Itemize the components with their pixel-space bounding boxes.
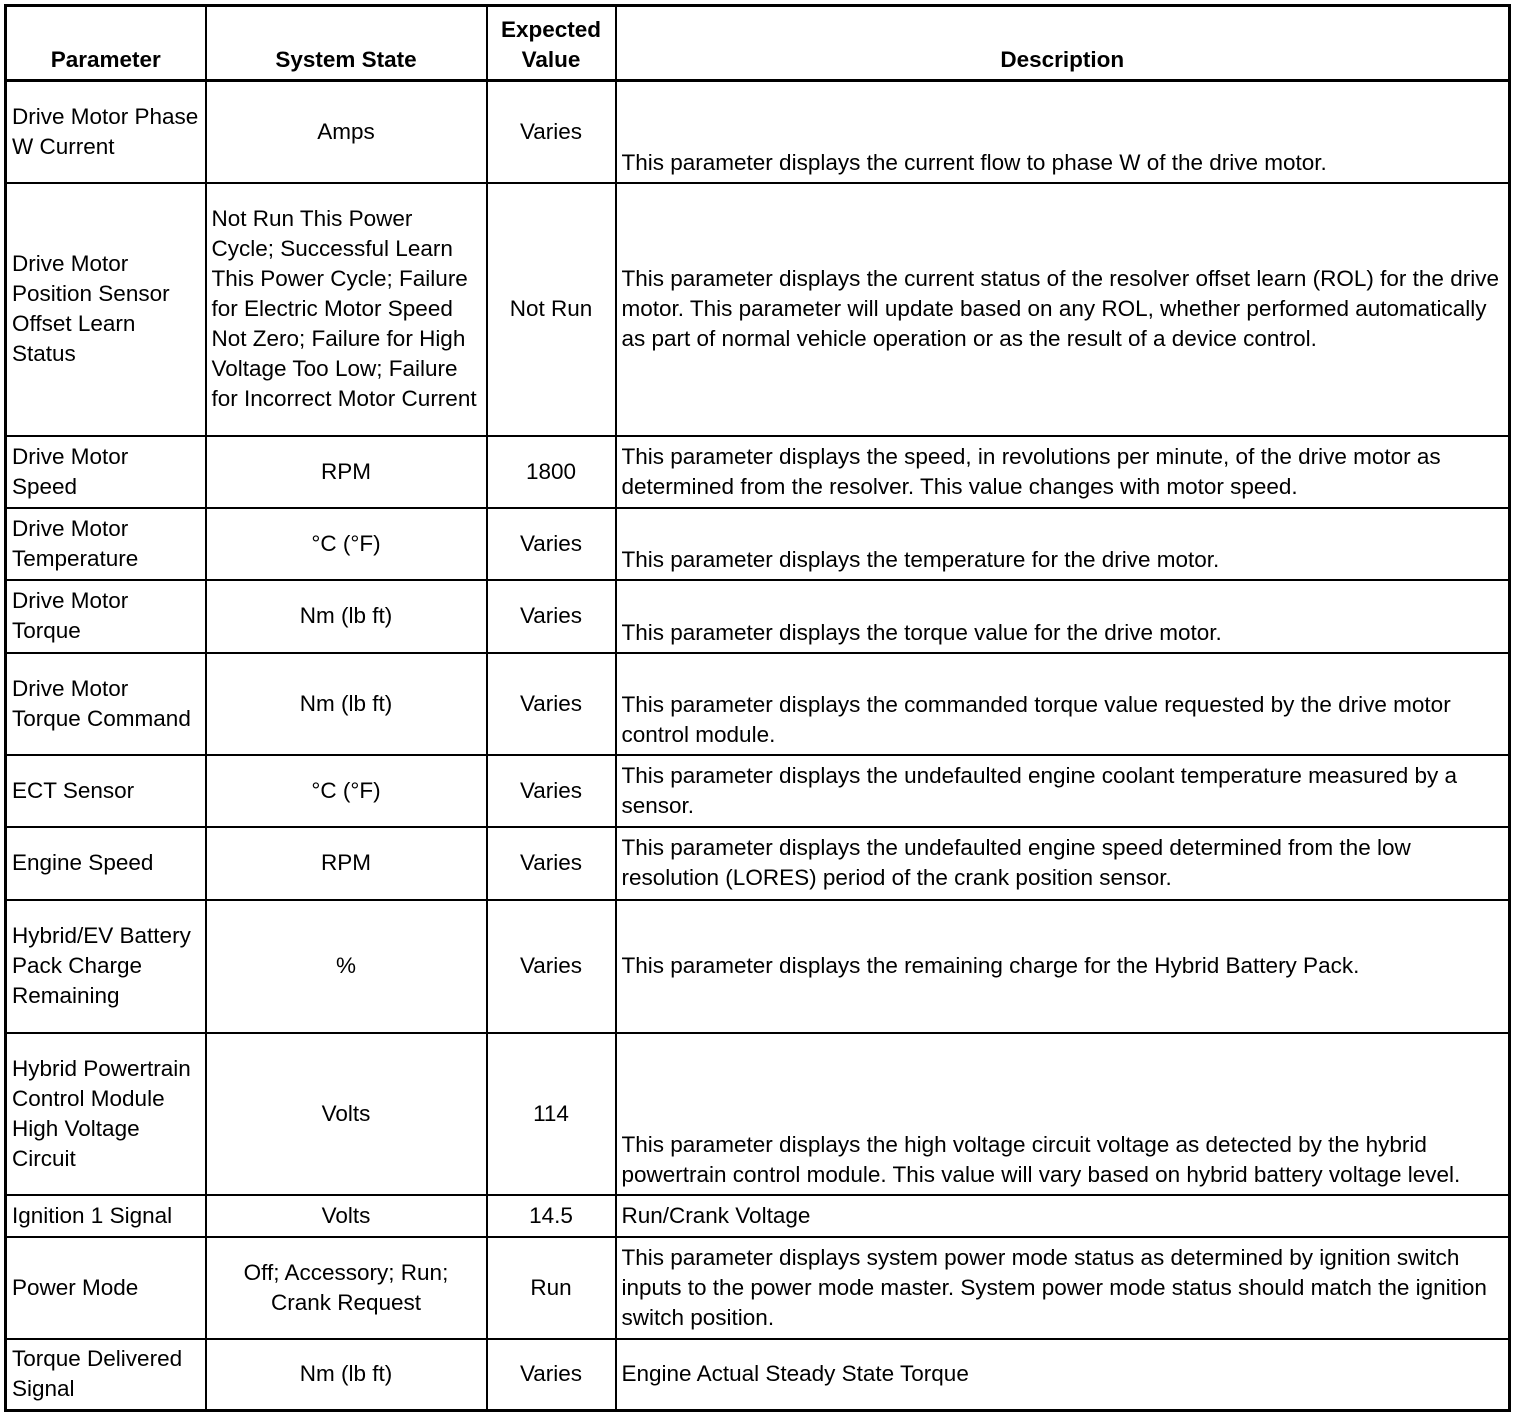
cell-parameter: Drive Motor Temperature xyxy=(6,508,206,580)
table-row xyxy=(6,827,1510,900)
cell-expected-value: 1800 xyxy=(487,436,616,508)
header-description: Description xyxy=(616,6,1510,81)
cell-system-state: °C (°F) xyxy=(206,755,487,827)
cell-expected-value: Varies xyxy=(487,653,616,755)
cell-system-state: Nm (lb ft) xyxy=(206,653,487,755)
cell-parameter: Power Mode xyxy=(6,1237,206,1339)
table-row xyxy=(6,755,1510,827)
cell-parameter: Hybrid/EV Battery Pack Charge Remaining xyxy=(6,900,206,1033)
cell-description: This parameter displays the remaining charge for the Hybrid Battery Pack. xyxy=(616,900,1510,1033)
cell-system-state: Volts xyxy=(206,1195,487,1237)
cell-parameter: Drive Motor Phase W Current xyxy=(6,81,206,183)
cell-system-state: RPM xyxy=(206,827,487,900)
cell-description: This parameter displays the undefaulted engine speed determined from the low resolution (LORES) period of the crank position sensor. xyxy=(616,827,1510,900)
cell-expected-value: Run xyxy=(487,1237,616,1339)
header-expected-value-line2: Value xyxy=(521,47,581,72)
table-row xyxy=(6,1033,1510,1195)
cell-description: This parameter displays the temperature for the drive motor. xyxy=(616,508,1510,580)
cell-parameter: ECT Sensor xyxy=(6,755,206,827)
cell-description: This parameter displays the commanded torque value requested by the drive motor control module. xyxy=(616,653,1510,755)
cell-parameter: Drive Motor Position Sensor Offset Learn Status xyxy=(6,183,206,436)
table-row xyxy=(6,653,1510,755)
table-row xyxy=(6,1237,1510,1339)
table-row xyxy=(6,1195,1510,1237)
cell-parameter: Ignition 1 Signal xyxy=(6,1195,206,1237)
header-expected-value-line1: Expected xyxy=(500,17,602,42)
cell-expected-value: 114 xyxy=(487,1033,616,1195)
cell-expected-value: Varies xyxy=(487,900,616,1033)
cell-description: This parameter displays the speed, in revolutions per minute, of the drive motor as determined from the resolver. This value changes with motor speed. xyxy=(616,436,1510,508)
cell-system-state: °C (°F) xyxy=(206,508,487,580)
cell-description: This parameter displays the high voltage circuit voltage as detected by the hybrid powertrain control module. This value will vary based on hybrid battery voltage level. xyxy=(616,1033,1510,1195)
cell-expected-value: Varies xyxy=(487,827,616,900)
cell-parameter: Hybrid Powertrain Control Module High Voltage Circuit xyxy=(6,1033,206,1195)
cell-expected-value: Varies xyxy=(487,1339,616,1411)
table-row xyxy=(6,436,1510,508)
cell-description: Engine Actual Steady State Torque xyxy=(616,1339,1510,1411)
cell-expected-value: Varies xyxy=(487,580,616,653)
cell-expected-value: Not Run xyxy=(487,183,616,436)
table-row xyxy=(6,183,1510,436)
table-row xyxy=(6,900,1510,1033)
cell-system-state: RPM xyxy=(206,436,487,508)
cell-expected-value: Varies xyxy=(487,81,616,183)
cell-description: This parameter displays the current status of the resolver offset learn (ROL) for the drive motor. This parameter will update based on any ROL, whether performed automatically as part of normal vehicle operation or as the result of a device control. xyxy=(616,183,1510,436)
cell-parameter: Drive Motor Torque Command xyxy=(6,653,206,755)
table-body xyxy=(6,81,1510,1411)
scan-tool-parameter-table xyxy=(4,4,1511,1412)
cell-description: Run/Crank Voltage xyxy=(616,1195,1510,1237)
header-row xyxy=(6,6,1510,81)
cell-parameter: Drive Motor Speed xyxy=(6,436,206,508)
header-parameter: Parameter xyxy=(6,6,206,81)
table-row xyxy=(6,1339,1510,1411)
cell-system-state: % xyxy=(206,900,487,1033)
cell-parameter: Engine Speed xyxy=(6,827,206,900)
cell-expected-value: Varies xyxy=(487,755,616,827)
cell-description: This parameter displays the torque value for the drive motor. xyxy=(616,580,1510,653)
cell-system-state: Amps xyxy=(206,81,487,183)
cell-parameter: Torque Delivered Signal xyxy=(6,1339,206,1411)
cell-description: This parameter displays system power mode status as determined by ignition switch inputs to the power mode master. System power mode status should match the ignition switch position. xyxy=(616,1237,1510,1339)
cell-system-state: Not Run This Power Cycle; Successful Learn This Power Cycle; Failure for Electric Motor Speed Not Zero; Failure for High Voltage Too Low; Failure for Incorrect Motor Current xyxy=(206,183,487,436)
cell-expected-value: 14.5 xyxy=(487,1195,616,1237)
parameter-reference-document xyxy=(4,4,1508,1410)
cell-expected-value: Varies xyxy=(487,508,616,580)
cell-system-state: Nm (lb ft) xyxy=(206,580,487,653)
cell-system-state: Volts xyxy=(206,1033,487,1195)
header-system-state: System State xyxy=(206,6,487,81)
cell-description: This parameter displays the undefaulted engine coolant temperature measured by a sensor. xyxy=(616,755,1510,827)
header-expected-value xyxy=(487,6,616,81)
cell-parameter: Drive Motor Torque xyxy=(6,580,206,653)
table-row xyxy=(6,508,1510,580)
cell-description: This parameter displays the current flow to phase W of the drive motor. xyxy=(616,81,1510,183)
cell-system-state: Nm (lb ft) xyxy=(206,1339,487,1411)
cell-system-state: Off; Accessory; Run; Crank Request xyxy=(206,1237,487,1339)
table-header xyxy=(6,6,1510,81)
table-row xyxy=(6,580,1510,653)
table-row xyxy=(6,81,1510,183)
